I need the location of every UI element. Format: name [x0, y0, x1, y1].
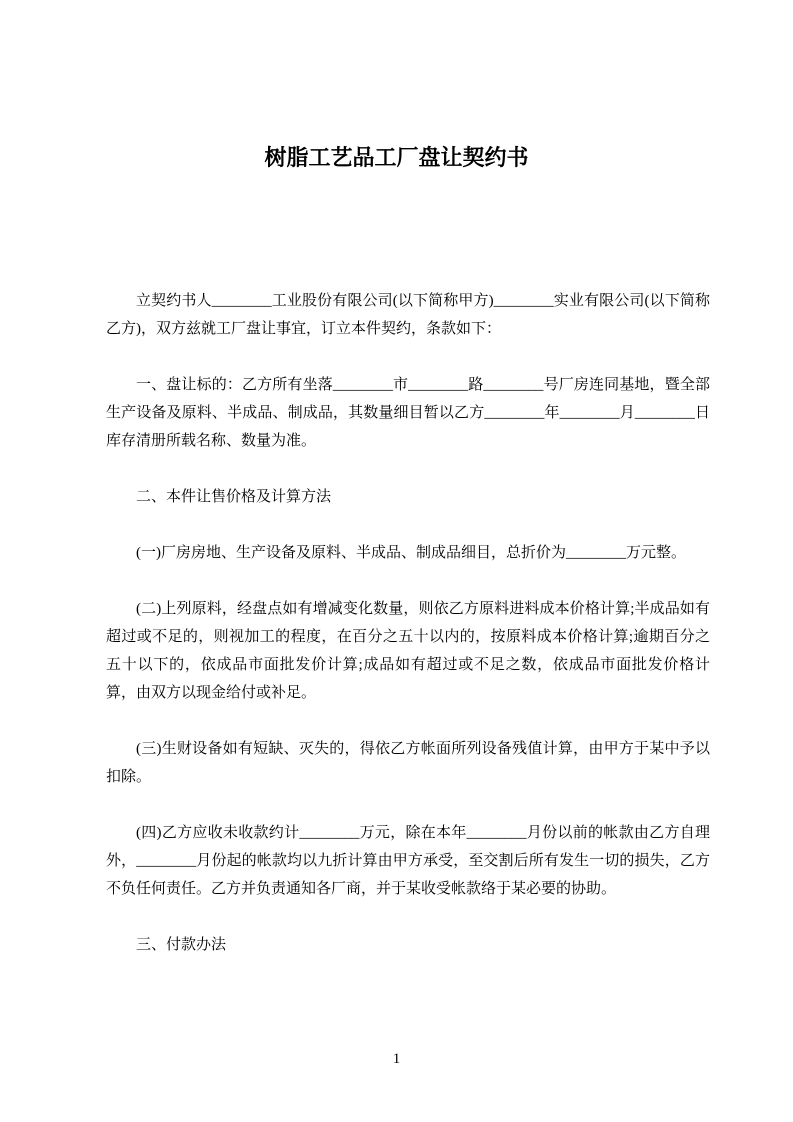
section-3-heading: 三、付款办法 [136, 937, 227, 953]
clause-2-2-materials-calculation: (二)上列原料，经盘点如有增减变化数量，则依乙方原料进料成本价格计算;半成品如有超过或不足的，则视加工的程度，在百分之五十以内的，按原料成本价格计算;逾期百分之五十以下的，依成品市面批发价计算;成品如有超过或不足之数，依成品市面批发价格计算，由双方以现金给付或补足。 [106, 601, 710, 701]
clause-2-4-receivables: (四)乙方应收未收款约计________万元，除在本年________月份以前的帐款由乙方自理外，________月份起的帐款均以九折计算由甲方承受，至交割后所有发生一切的损失，乙方不负任何责任。乙方并负责通知各厂商，并于某收受帐款络于某必要的协助。 [106, 825, 710, 897]
document-body [106, 287, 710, 959]
paragraph-parties: 立契约书人________工业股份有限公司(以下简称甲方)________实业有限公司(以下简称乙方)，双方兹就工厂盘让事宜，订立本件契约，条款如下： [106, 293, 710, 337]
clause-2-1-total-price: (一)厂房房地、生产设备及原料、半成品、制成品细目，总折价为________万元整。 [136, 545, 686, 561]
page-number: 1 [392, 1051, 401, 1067]
clause-1-transfer-subject: 一、盘让标的：乙方所有坐落________市________路________号厂房连同基地，暨全部生产设备及原料、半成品、制成品，其数量细目暂以乙方________年________月________日库存清册所载名称、数量为准。 [106, 377, 710, 449]
section-2-heading: 二、本件让售价格及计算方法 [136, 489, 332, 505]
document-title: 树脂工艺品工厂盘让契约书 [264, 145, 529, 170]
clause-2-3-equipment-deduction: (三)生财设备如有短缺、灭失的，得依乙方帐面所列设备残值计算，由甲方于某中予以扣除。 [106, 741, 710, 785]
